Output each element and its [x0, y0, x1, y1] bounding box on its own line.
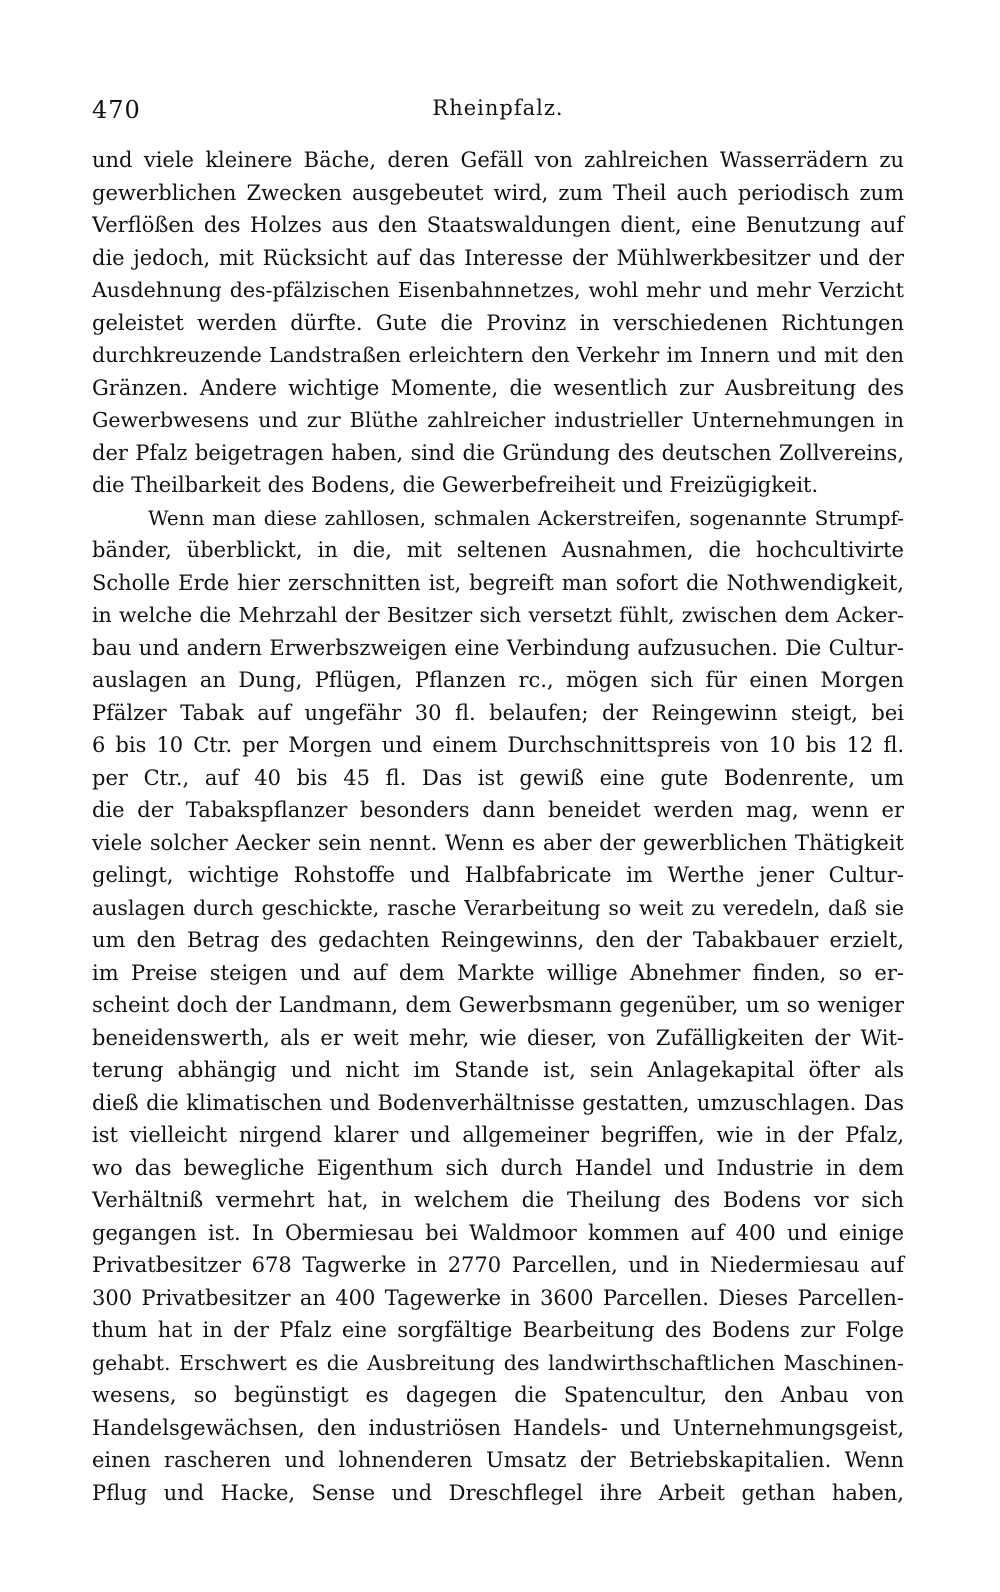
- text-line: bau und andern Erwerbszweigen eine Verbindung aufzusuchen. Die Cultur-: [92, 635, 904, 660]
- page-header: [92, 96, 904, 136]
- text-line: Pflug und Hacke, Sense und Dreschflegel ihre Arbeit gethan haben,: [92, 1480, 904, 1505]
- text-line: in welche die Mehrzahl der Besitzer sich versetzt fühlt, zwischen dem Acker-: [92, 603, 904, 627]
- text-line: Ausdehnung des-pfälzischen Eisenbahnnetzes, wohl mehr und mehr Verzicht: [92, 278, 904, 302]
- text-line: terung abhängig und nicht im Stande ist, sein Anlagekapital öfter als: [92, 1058, 904, 1082]
- text-line: auslagen an Dung, Pflügen, Pflanzen rc., mögen sich für einen Morgen: [92, 668, 904, 692]
- text-line: bänder, überblickt, in die, mit seltenen Ausnahmen, die hochcultivirte: [92, 538, 904, 562]
- text-line: geleistet werden dürfte. Gute die Provinz in verschiedenen Richtungen: [92, 310, 904, 335]
- text-line: ist vielleicht nirgend klarer und allgemeiner begriffen, wie in der Pfalz,: [92, 1123, 904, 1147]
- text-line: 6 bis 10 Ctr. per Morgen und einem Durchschnittspreis von 10 bis 12 fl.: [92, 733, 904, 757]
- text-line: Verhältniß vermehrt hat, in welchem die Theilung des Bodens vor sich: [92, 1188, 904, 1212]
- text-line: die jedoch, mit Rücksicht auf das Interesse der Mühlwerkbesitzer und der: [92, 245, 904, 270]
- text-line: im Preise steigen und auf dem Markte willige Abnehmer finden, so er-: [92, 960, 904, 985]
- page-number: 470: [92, 96, 141, 124]
- text-line: der Pfalz beigetragen haben, sind die Gründung des deutschen Zollvereins,: [92, 440, 904, 465]
- text-line: und viele kleinere Bäche, deren Gefäll von zahlreichen Wasserrädern zu: [92, 148, 904, 172]
- text-line: Gewerbwesens und zur Blüthe zahlreicher industrieller Unternehmungen in: [92, 408, 904, 432]
- text-line: gelingt, wichtige Rohstoffe und Halbfabricate im Werthe jener Cultur-: [92, 863, 904, 887]
- text-line: Handelsgewächsen, den industriösen Handels- und Unternehmungsgeist,: [92, 1415, 904, 1440]
- text-line: Verflößen des Holzes aus den Staatswaldungen dient, eine Benutzung auf: [92, 213, 904, 237]
- text-line: um den Betrag des gedachten Reingewinns, den der Tabakbauer erzielt,: [92, 928, 904, 952]
- text-line: Pfälzer Tabak auf ungefähr 30 fl. belaufen; der Reingewinn steigt, bei: [92, 700, 904, 725]
- text-line: durchkreuzende Landstraßen erleichtern den Verkehr im Innern und mit den: [92, 343, 904, 367]
- body-text: [92, 144, 904, 1509]
- text-line: gewerblichen Zwecken ausgebeutet wird, zum Theil auch periodisch zum: [92, 180, 904, 205]
- text-line: viele solcher Aecker sein nennt. Wenn es aber der gewerblichen Thätigkeit: [92, 830, 904, 855]
- paragraph-first-line: Wenn man diese zahllosen, schmalen Ackerstreifen, sogenannte Strumpf-: [148, 505, 904, 530]
- text-line: dieß die klimatischen und Bodenverhältnisse gestatten, umzuschlagen. Das: [92, 1090, 904, 1115]
- text-line: scheint doch der Landmann, dem Gewerbsmann gegenüber, um so weniger: [92, 993, 904, 1017]
- text-line: per Ctr., auf 40 bis 45 fl. Das ist gewiß eine gute Bodenrente, um: [92, 765, 904, 790]
- text-line: 300 Privatbesitzer an 400 Tagewerke in 3600 Parcellen. Dieses Parcellen-: [92, 1285, 904, 1310]
- running-head: Rheinpfalz.: [432, 96, 564, 120]
- text-line: auslagen durch geschickte, rasche Verarbeitung so weit zu veredeln, daß sie: [92, 895, 904, 920]
- text-line: Gränzen. Andere wichtige Momente, die wesentlich zur Ausbreitung des: [92, 375, 904, 400]
- text-line: gegangen ist. In Obermiesau bei Waldmoor kommen auf 400 und einige: [92, 1220, 904, 1245]
- text-line: Privatbesitzer 678 Tagwerke in 2770 Parcellen, und in Niedermiesau auf: [92, 1253, 904, 1277]
- text-line: gehabt. Erschwert es die Ausbreitung des landwirthschaftlichen Maschinen-: [92, 1350, 904, 1375]
- text-line: beneidenswerth, als er weit mehr, wie dieser, von Zufälligkeiten der Wit-: [92, 1025, 904, 1050]
- text-line: Scholle Erde hier zerschnitten ist, begreift man sofort die Nothwendigkeit,: [92, 570, 904, 595]
- text-line: thum hat in der Pfalz eine sorgfältige Bearbeitung des Bodens zur Folge: [92, 1318, 904, 1342]
- text-line: einen rascheren und lohnenderen Umsatz der Betriebskapitalien. Wenn: [92, 1448, 904, 1472]
- paragraph-last-line: die Theilbarkeit des Bodens, die Gewerbefreiheit und Freizügigkeit.: [92, 473, 819, 497]
- text-line: die der Tabakspflanzer besonders dann beneidet werden mag, wenn er: [92, 798, 904, 822]
- text-line: wo das bewegliche Eigenthum sich durch Handel und Industrie in dem: [92, 1155, 904, 1180]
- text-line: wesens, so begünstigt es dagegen die Spatencultur, den Anbau von: [92, 1383, 904, 1407]
